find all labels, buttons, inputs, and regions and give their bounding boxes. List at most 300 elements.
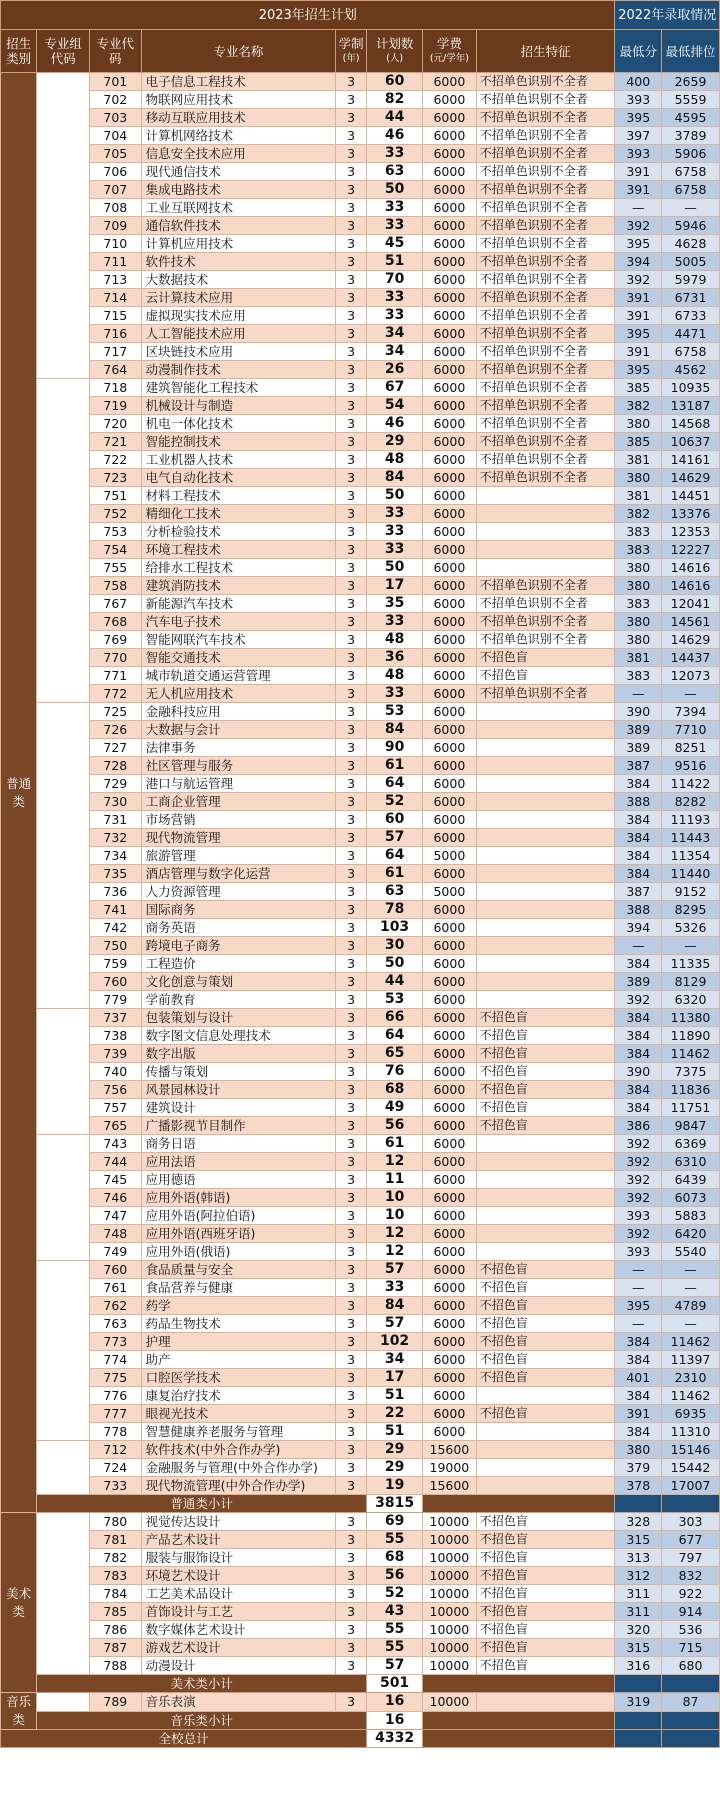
major-code-cell: 727 — [89, 739, 141, 757]
min-score-cell: 397 — [615, 127, 662, 145]
min-score-cell: 400 — [615, 73, 662, 91]
major-name-cell: 跨境电子商务 — [141, 937, 335, 955]
major-code-cell: 759 — [89, 955, 141, 973]
col-duration-b: (年) — [342, 53, 360, 64]
major-name-cell: 应用外语(西班牙语) — [141, 1225, 335, 1243]
major-code-cell: 757 — [89, 1099, 141, 1117]
min-rank-cell: 5005 — [662, 253, 720, 271]
min-rank-cell: 680 — [662, 1657, 720, 1675]
plan-count-cell: 60 — [367, 811, 423, 829]
feature-cell: 不招色盲 — [476, 1405, 615, 1423]
plan-count-cell: 78 — [367, 901, 423, 919]
min-score-cell: 391 — [615, 343, 662, 361]
duration-cell: 3 — [336, 937, 367, 955]
major-name-cell: 学前教育 — [141, 991, 335, 1009]
table-row — [1, 1459, 720, 1477]
table-row — [1, 451, 720, 469]
feature-cell: 不招单色识别不全者 — [476, 577, 615, 595]
duration-cell: 3 — [336, 1369, 367, 1387]
major-code-cell: 742 — [89, 919, 141, 937]
col-category: 招生 类别 — [1, 30, 37, 73]
min-score-cell: 395 — [615, 109, 662, 127]
major-name-cell: 国际商务 — [141, 901, 335, 919]
duration-cell: 3 — [336, 559, 367, 577]
table-row — [1, 1189, 720, 1207]
major-code-cell: 782 — [89, 1549, 141, 1567]
table-row — [1, 505, 720, 523]
plan-count-cell: 12 — [367, 1153, 423, 1171]
min-score-cell: 383 — [615, 541, 662, 559]
feature-cell — [476, 937, 615, 955]
feature-cell: 不招单色识别不全者 — [476, 289, 615, 307]
min-score-cell: 384 — [615, 1423, 662, 1441]
plan-count-cell: 45 — [367, 235, 423, 253]
duration-cell: 3 — [336, 1603, 367, 1621]
min-score-cell: 384 — [615, 1387, 662, 1405]
duration-cell: 3 — [336, 307, 367, 325]
major-code-cell: 731 — [89, 811, 141, 829]
tuition-cell: 6000 — [423, 433, 477, 451]
min-score-cell: 384 — [615, 847, 662, 865]
major-code-cell: 762 — [89, 1297, 141, 1315]
feature-cell — [476, 793, 615, 811]
col-fee-b: (元/学年) — [429, 53, 469, 64]
major-name-cell: 工业互联网技术 — [141, 199, 335, 217]
duration-cell: 3 — [336, 631, 367, 649]
table-row — [1, 1045, 720, 1063]
min-rank-cell: 715 — [662, 1639, 720, 1657]
min-rank-cell: 797 — [662, 1549, 720, 1567]
duration-cell: 3 — [336, 973, 367, 991]
min-score-cell: 391 — [615, 163, 662, 181]
plan-count-cell: 52 — [367, 793, 423, 811]
major-code-cell: 765 — [89, 1117, 141, 1135]
plan-count-cell: 33 — [367, 145, 423, 163]
duration-cell: 3 — [336, 991, 367, 1009]
plan-count-cell: 55 — [367, 1621, 423, 1639]
duration-cell: 3 — [336, 1153, 367, 1171]
major-name-cell: 现代通信技术 — [141, 163, 335, 181]
tuition-cell: 6000 — [423, 217, 477, 235]
min-rank-cell: 11890 — [662, 1027, 720, 1045]
plan-count-cell: 17 — [367, 577, 423, 595]
total-value: 4332 — [367, 1730, 423, 1748]
subtotal-blank — [423, 1495, 615, 1513]
tuition-cell: 6000 — [423, 829, 477, 847]
category-cell: 美术类 — [1, 1513, 37, 1693]
major-name-cell: 建筑智能化工程技术 — [141, 379, 335, 397]
major-code-cell: 752 — [89, 505, 141, 523]
min-score-cell: 384 — [615, 1081, 662, 1099]
duration-cell: 3 — [336, 1045, 367, 1063]
min-score-cell: 392 — [615, 271, 662, 289]
min-score-cell: 381 — [615, 649, 662, 667]
min-rank-cell: 14616 — [662, 559, 720, 577]
min-rank-cell: 2659 — [662, 73, 720, 91]
min-score-cell: — — [615, 937, 662, 955]
min-rank-cell: 9847 — [662, 1117, 720, 1135]
min-rank-cell: 5906 — [662, 145, 720, 163]
col-plan-a: 计划数 — [375, 36, 414, 51]
feature-cell — [476, 757, 615, 775]
major-name-cell: 建筑设计 — [141, 1099, 335, 1117]
plan-count-cell: 57 — [367, 829, 423, 847]
major-name-cell: 视觉传达设计 — [141, 1513, 335, 1531]
plan-count-cell: 53 — [367, 703, 423, 721]
min-score-cell: 392 — [615, 1225, 662, 1243]
duration-cell: 3 — [336, 919, 367, 937]
table-row — [1, 703, 720, 721]
col-plan-b: (人) — [386, 53, 404, 64]
plan-count-cell: 29 — [367, 1441, 423, 1459]
min-score-cell: 384 — [615, 811, 662, 829]
plan-count-cell: 84 — [367, 721, 423, 739]
major-name-cell: 传播与策划 — [141, 1063, 335, 1081]
tuition-cell: 6000 — [423, 163, 477, 181]
duration-cell: 3 — [336, 1585, 367, 1603]
min-score-cell: 328 — [615, 1513, 662, 1531]
duration-cell: 3 — [336, 847, 367, 865]
subtotal-label: 美术类小计 — [37, 1675, 367, 1693]
min-rank-cell: 914 — [662, 1603, 720, 1621]
tuition-cell: 6000 — [423, 1243, 477, 1261]
min-rank-cell: 12353 — [662, 523, 720, 541]
feature-cell: 不招单色识别不全者 — [476, 325, 615, 343]
major-code-cell: 738 — [89, 1027, 141, 1045]
min-score-cell: 380 — [615, 559, 662, 577]
major-code-cell: 754 — [89, 541, 141, 559]
table-row — [1, 523, 720, 541]
min-score-cell: 395 — [615, 235, 662, 253]
min-rank-cell: 11440 — [662, 865, 720, 883]
min-rank-cell: 12073 — [662, 667, 720, 685]
plan-count-cell: 56 — [367, 1117, 423, 1135]
table-row — [1, 1585, 720, 1603]
plan-count-cell: 33 — [367, 199, 423, 217]
plan-count-cell: 90 — [367, 739, 423, 757]
min-score-cell: 383 — [615, 523, 662, 541]
min-rank-cell: 3789 — [662, 127, 720, 145]
feature-cell — [476, 991, 615, 1009]
col-min-score: 最低分 — [615, 30, 662, 73]
plan-count-cell: 46 — [367, 415, 423, 433]
major-code-cell: 785 — [89, 1603, 141, 1621]
plan-count-cell: 33 — [367, 217, 423, 235]
tuition-cell: 6000 — [423, 1153, 477, 1171]
feature-cell: 不招单色识别不全者 — [476, 253, 615, 271]
tuition-cell: 6000 — [423, 1027, 477, 1045]
major-name-cell: 智慧健康养老服务与管理 — [141, 1423, 335, 1441]
tuition-cell: 6000 — [423, 649, 477, 667]
min-score-cell: 380 — [615, 577, 662, 595]
feature-cell — [476, 1477, 615, 1495]
major-name-cell: 广播影视节目制作 — [141, 1117, 335, 1135]
duration-cell: 3 — [336, 451, 367, 469]
tuition-cell: 6000 — [423, 667, 477, 685]
duration-cell: 3 — [336, 865, 367, 883]
plan-count-cell: 55 — [367, 1531, 423, 1549]
min-score-cell: 311 — [615, 1603, 662, 1621]
table-row — [1, 955, 720, 973]
duration-cell: 3 — [336, 487, 367, 505]
major-code-cell: 776 — [89, 1387, 141, 1405]
major-name-cell: 工艺美术品设计 — [141, 1585, 335, 1603]
major-code-cell: 715 — [89, 307, 141, 325]
plan-title: 2023年招生计划 — [1, 1, 615, 30]
duration-cell: 3 — [336, 289, 367, 307]
duration-cell: 3 — [336, 1657, 367, 1675]
duration-cell: 3 — [336, 685, 367, 703]
major-name-cell: 软件技术 — [141, 253, 335, 271]
major-name-cell: 信息安全技术应用 — [141, 145, 335, 163]
category-cell: 音乐类 — [1, 1693, 37, 1730]
duration-cell: 3 — [336, 1333, 367, 1351]
plan-count-cell: 63 — [367, 883, 423, 901]
min-score-cell: 319 — [615, 1693, 662, 1712]
feature-cell: 不招色盲 — [476, 1297, 615, 1315]
major-code-cell: 773 — [89, 1333, 141, 1351]
plan-count-cell: 51 — [367, 1423, 423, 1441]
duration-cell: 3 — [336, 1459, 367, 1477]
min-score-cell: 390 — [615, 1063, 662, 1081]
plan-count-cell: 61 — [367, 865, 423, 883]
tuition-cell: 6000 — [423, 577, 477, 595]
major-code-cell: 741 — [89, 901, 141, 919]
table-row — [1, 397, 720, 415]
table-row — [1, 127, 720, 145]
major-name-cell: 护理 — [141, 1333, 335, 1351]
duration-cell: 3 — [336, 505, 367, 523]
feature-cell: 不招色盲 — [476, 1351, 615, 1369]
major-name-cell: 精细化工技术 — [141, 505, 335, 523]
feature-cell — [476, 1171, 615, 1189]
table-row — [1, 163, 720, 181]
plan-count-cell: 63 — [367, 163, 423, 181]
duration-cell: 3 — [336, 721, 367, 739]
min-rank-cell: 10637 — [662, 433, 720, 451]
min-rank-cell: 5946 — [662, 217, 720, 235]
plan-count-cell: 51 — [367, 1387, 423, 1405]
min-score-cell: 382 — [615, 505, 662, 523]
major-name-cell: 应用外语(韩语) — [141, 1189, 335, 1207]
feature-cell — [476, 955, 615, 973]
feature-cell: 不招单色识别不全者 — [476, 235, 615, 253]
major-code-cell: 787 — [89, 1639, 141, 1657]
major-name-cell: 机械设计与制造 — [141, 397, 335, 415]
min-score-cell: 392 — [615, 217, 662, 235]
table-row — [1, 757, 720, 775]
plan-count-cell: 48 — [367, 667, 423, 685]
tuition-cell: 6000 — [423, 775, 477, 793]
duration-cell: 3 — [336, 1477, 367, 1495]
min-score-cell: 385 — [615, 433, 662, 451]
tuition-cell: 10000 — [423, 1513, 477, 1531]
feature-cell: 不招色盲 — [476, 1117, 615, 1135]
duration-cell: 3 — [336, 91, 367, 109]
plan-count-cell: 43 — [367, 1603, 423, 1621]
feature-cell: 不招色盲 — [476, 1009, 615, 1027]
table-row — [1, 1027, 720, 1045]
min-score-cell: 382 — [615, 397, 662, 415]
feature-cell: 不招单色识别不全者 — [476, 451, 615, 469]
min-score-cell: 395 — [615, 361, 662, 379]
plan-count-cell: 10 — [367, 1189, 423, 1207]
table-row — [1, 325, 720, 343]
plan-count-cell: 33 — [367, 613, 423, 631]
plan-count-cell: 19 — [367, 1477, 423, 1495]
table-row — [1, 1441, 720, 1459]
feature-cell — [476, 541, 615, 559]
feature-cell: 不招色盲 — [476, 667, 615, 685]
major-code-cell: 726 — [89, 721, 141, 739]
major-code-cell: 783 — [89, 1567, 141, 1585]
plan-count-cell: 17 — [367, 1369, 423, 1387]
feature-cell: 不招色盲 — [476, 1045, 615, 1063]
plan-count-cell: 12 — [367, 1225, 423, 1243]
duration-cell: 3 — [336, 1387, 367, 1405]
total-blank — [423, 1730, 615, 1748]
major-code-cell: 717 — [89, 343, 141, 361]
duration-cell: 3 — [336, 649, 367, 667]
min-rank-cell: 14437 — [662, 649, 720, 667]
major-code-cell: 786 — [89, 1621, 141, 1639]
table-row — [1, 1279, 720, 1297]
subtotal-row-meishu — [1, 1675, 720, 1693]
min-score-cell: 393 — [615, 145, 662, 163]
min-rank-cell: 6420 — [662, 1225, 720, 1243]
min-rank-cell: 14629 — [662, 631, 720, 649]
feature-cell — [476, 775, 615, 793]
major-name-cell: 区块链技术应用 — [141, 343, 335, 361]
group-code-cell: 605 — [37, 1135, 90, 1261]
major-code-cell: 747 — [89, 1207, 141, 1225]
tuition-cell: 6000 — [423, 973, 477, 991]
min-score-cell: 316 — [615, 1657, 662, 1675]
major-code-cell: 778 — [89, 1423, 141, 1441]
duration-cell: 3 — [336, 829, 367, 847]
min-rank-cell: 11443 — [662, 829, 720, 847]
feature-cell: 不招色盲 — [476, 1261, 615, 1279]
tuition-cell: 6000 — [423, 793, 477, 811]
min-score-cell: 385 — [615, 379, 662, 397]
min-score-cell: 384 — [615, 1045, 662, 1063]
subtotal-label: 普通类小计 — [37, 1495, 367, 1513]
major-name-cell: 市场营销 — [141, 811, 335, 829]
min-rank-cell: 14568 — [662, 415, 720, 433]
col-min-rank: 最低排位 — [662, 30, 720, 73]
tuition-cell: 5000 — [423, 847, 477, 865]
major-code-cell: 771 — [89, 667, 141, 685]
major-code-cell: 777 — [89, 1405, 141, 1423]
major-code-cell: 789 — [89, 1693, 141, 1712]
major-name-cell: 新能源汽车技术 — [141, 595, 335, 613]
tuition-cell: 6000 — [423, 1045, 477, 1063]
feature-cell: 不招单色识别不全者 — [476, 361, 615, 379]
col-group-code: 专业组 代码 — [37, 30, 90, 73]
min-rank-cell: 11397 — [662, 1351, 720, 1369]
table-row — [1, 199, 720, 217]
tuition-cell: 6000 — [423, 181, 477, 199]
duration-cell: 3 — [336, 1693, 367, 1712]
plan-count-cell: 53 — [367, 991, 423, 1009]
tuition-cell: 6000 — [423, 199, 477, 217]
table-row — [1, 109, 720, 127]
category-cell: 普通类 — [1, 73, 37, 1513]
tuition-cell: 6000 — [423, 1351, 477, 1369]
duration-cell: 3 — [336, 325, 367, 343]
tuition-cell: 6000 — [423, 1063, 477, 1081]
table-row — [1, 685, 720, 703]
min-rank-cell: 2310 — [662, 1369, 720, 1387]
major-name-cell: 服装与服饰设计 — [141, 1549, 335, 1567]
table-row — [1, 883, 720, 901]
plan-count-cell: 60 — [367, 73, 423, 91]
major-code-cell: 714 — [89, 289, 141, 307]
total-label: 全校总计 — [1, 1730, 367, 1748]
tuition-cell: 6000 — [423, 109, 477, 127]
duration-cell: 3 — [336, 343, 367, 361]
plan-count-cell: 52 — [367, 1585, 423, 1603]
table-row — [1, 289, 720, 307]
major-code-cell: 708 — [89, 199, 141, 217]
tuition-cell: 10000 — [423, 1531, 477, 1549]
plan-count-cell: 33 — [367, 523, 423, 541]
feature-cell: 不招色盲 — [476, 1369, 615, 1387]
feature-cell: 不招色盲 — [476, 1315, 615, 1333]
min-rank-cell: 14161 — [662, 451, 720, 469]
tuition-cell: 5000 — [423, 883, 477, 901]
min-rank-cell: 14629 — [662, 469, 720, 487]
plan-count-cell: 57 — [367, 1657, 423, 1675]
duration-cell: 3 — [336, 1315, 367, 1333]
major-code-cell: 755 — [89, 559, 141, 577]
min-rank-cell: 5883 — [662, 1207, 720, 1225]
feature-cell: 不招单色识别不全者 — [476, 307, 615, 325]
duration-cell: 3 — [336, 235, 367, 253]
table-row — [1, 235, 720, 253]
major-code-cell: 701 — [89, 73, 141, 91]
min-rank-cell: 4628 — [662, 235, 720, 253]
duration-cell: 3 — [336, 1549, 367, 1567]
tuition-cell: 6000 — [423, 1369, 477, 1387]
min-score-cell: 392 — [615, 1171, 662, 1189]
tuition-cell: 6000 — [423, 1315, 477, 1333]
tuition-cell: 6000 — [423, 901, 477, 919]
duration-cell: 3 — [336, 613, 367, 631]
major-name-cell: 药品生物技术 — [141, 1315, 335, 1333]
major-name-cell: 数字出版 — [141, 1045, 335, 1063]
min-score-cell: 378 — [615, 1477, 662, 1495]
plan-count-cell: 64 — [367, 847, 423, 865]
major-name-cell: 现代物流管理 — [141, 829, 335, 847]
major-name-cell: 包装策划与设计 — [141, 1009, 335, 1027]
tuition-cell: 10000 — [423, 1621, 477, 1639]
min-rank-cell: 7710 — [662, 721, 720, 739]
duration-cell: 3 — [336, 1009, 367, 1027]
major-name-cell: 应用外语(阿拉伯语) — [141, 1207, 335, 1225]
major-code-cell: 712 — [89, 1441, 141, 1459]
plan-count-cell: 103 — [367, 919, 423, 937]
tuition-cell: 19000 — [423, 1459, 477, 1477]
subtotal-value: 3815 — [367, 1495, 423, 1513]
plan-count-cell: 34 — [367, 1351, 423, 1369]
duration-cell: 3 — [336, 433, 367, 451]
min-rank-cell: — — [662, 199, 720, 217]
major-code-cell: 725 — [89, 703, 141, 721]
major-code-cell: 768 — [89, 613, 141, 631]
col-duration — [336, 30, 367, 73]
major-code-cell: 729 — [89, 775, 141, 793]
